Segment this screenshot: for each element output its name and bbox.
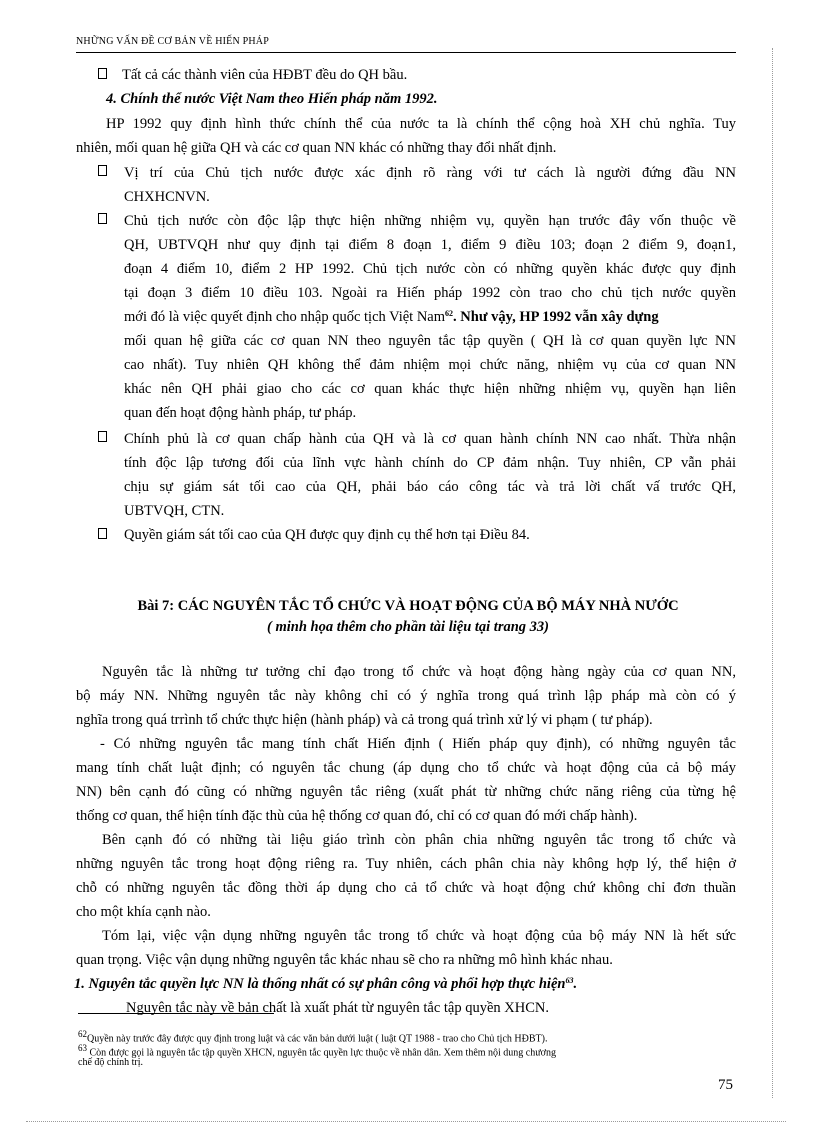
running-header: NHỮNG VẤN ĐỀ CƠ BẢN VỀ HIẾN PHÁP [76,36,269,47]
page-number: 75 [718,1077,733,1093]
footnote-ref: 62 [445,309,454,318]
bullet-text: Chủ tịch nước còn độc lập thực hiện những nhiệm vụ, quyền hạn trước đây vốn thuộc về [124,213,736,229]
paragraph-line: nghĩa trong quá trrình tổ chức thực hiện (hành pháp) và cả trong quá trình xử lý vi phạm ( tư pháp). [76,712,653,728]
page-edge-bottom [26,1121,786,1122]
paragraph-line: chỗ có những nguyên tắc đồng thời áp dụng cho cả tổ chức và hoạt động chứ không chỉ đơn thuần [76,880,736,896]
lesson-title: Bài 7: CÁC NGUYÊN TẮC TỔ CHỨC VÀ HOẠT ĐỘNG CỦA BỘ MÁY NHÀ NƯỚC [137,598,679,614]
bullet-text: Vị trí của Chủ tịch nước được xác định rõ ràng với tư cách là người đứng đầu NN [124,165,736,181]
bullet-text: chịu sự giám sát tối cao của QH, phải báo cáo công tác và trả lời chất vấ trước QH, [124,479,736,495]
bullet-text: Chính phủ là cơ quan chấp hành của QH và là cơ quan hành chính NN cao nhất. Thừa nhận [124,431,736,447]
page-edge-right [772,48,773,1098]
bullet-box-icon [98,528,107,539]
paragraph-line: Nguyên tắc này về bản chất là xuất phát từ nguyên tắc tập quyền XHCN. [126,1000,549,1016]
footnote-continuation: chế độ chính trị. [78,1057,143,1068]
lesson-subtitle: ( minh họa thêm cho phần tài liệu tại trang 33) [267,619,549,635]
footnote-separator [78,1013,274,1014]
paragraph-line: Nguyên tắc là những tư tưởng chỉ đạo trong tổ chức và hoạt động hàng ngày của cơ quan NN, [102,664,736,680]
bullet-text: Quyền giám sát tối cao của QH được quy định cụ thể hơn tại Điều 84. [124,527,530,543]
paragraph-line: những nguyên tắc trong hoạt động riêng ra. Tuy nhiên, cách phân chia này không hợp lý, thể hiện ở [76,856,736,872]
paragraph-line: bộ máy NN. Những nguyên tắc này không chỉ có ý nghĩa trong quá trình lập pháp mà còn có ý [76,688,736,704]
bullet-text: CHXHCNVN. [124,189,210,205]
subsection-heading: 1. Nguyên tắc quyền lực NN là thống nhất có sự phân công và phối hợp thực hiện$^{63}$. [74,976,578,992]
bullet-text: QH, UBTVQH như quy định tại điểm 8 đoạn 1, điểm 9 điều 103; đoạn 2 điểm 9, đoạn1, [124,237,736,253]
paragraph-line: Tóm lại, việc vận dụng những nguyên tắc trong tổ chức và hoạt động của bộ máy NN là hết sức [102,928,736,944]
bullet-box-icon [98,213,107,224]
paragraph-line: Bên cạnh đó có những tài liệu giáo trình còn phân chia những nguyên tắc trong tổ chức và [102,832,736,848]
paragraph-line: mang tính chất luật định; có nguyên tắc chung (áp dụng cho tổ chức và hoạt động của cả bộ máy [76,760,736,776]
bullet-text: quan đến hoạt động hành pháp, tư pháp. [124,405,357,421]
paragraph-line: nhiên, mối quan hệ giữa QH và các cơ quan NN khác có những thay đổi nhất định. [76,140,557,156]
footnote: $^{62}$Quyền này trước đây được quy định trong luật và các văn bản dưới luật ( luật QT 1988 - trao cho Chủ tịch HĐBT). [78,1029,548,1045]
paragraph-line: - Có những nguyên tắc mang tính chất Hiến định ( Hiến pháp quy định), có những nguyên tắc [100,736,736,752]
bullet-text: khác nên QH phải giao cho các cơ quan khác thực hiện những nhiệm vụ, quyền hạn liên [124,381,736,397]
bullet-text: tính độc lập tương đối của lĩnh vực hành chính do CP đảm nhận. Tuy nhiên, CP vẫn phải [124,455,736,471]
footnote: $^{63}$ Còn được gọi là nguyên tắc tập quyền XHCN, nguyên tắc quyền lực thuộc về nhân dân. Xem thêm nội dung chương [78,1043,556,1059]
bullet-text: UBTVQH, CTN. [124,503,225,519]
bullet-box-icon [98,165,107,176]
bullet-box-icon [98,431,107,442]
paragraph-line: HP 1992 quy định hình thức chính thể của nước ta là chính thể cộng hoà XH chủ nghĩa. Tuy [106,116,736,132]
bullet-text: Tất cả các thành viên của HĐBT đều do QH bầu. [122,67,408,83]
paragraph-line: thống cơ quan, thể hiện tính đặc thù của hệ thống cơ quan đó, chỉ có cơ quan đó mới chấp hành). [76,808,638,824]
bullet-box-icon [98,68,107,79]
section-heading: 4. Chính thể nước Việt Nam theo Hiến pháp năm 1992. [106,91,438,107]
footnote-ref: 63 [565,976,574,985]
header-rule [76,52,736,53]
paragraph-line: NN) bên cạnh đó cũng có những nguyên tắc riêng (xuất phát từ những chức năng riêng của từng hệ [76,784,736,800]
bullet-text: mới đó là việc quyết định cho nhập quốc tịch Việt Nam$^{62}$. Như vậy, HP 1992 vẫn xây dựng [124,309,659,325]
paragraph-line: quan trọng. Việc vận dụng những nguyên tắc khác nhau sẽ cho ra những mô hình khác nhau. [76,952,613,968]
bullet-text: tại đoạn 3 điểm 10 điều 103. Ngoài ra Hiến pháp 1992 còn trao cho chủ tịch nước quyền [124,285,736,301]
bullet-text: cao nhất). Tuy nhiên QH không thể đảm nhiệm mọi chức năng, nhiệm vụ của cơ quan NN [124,357,736,373]
paragraph-line: cho một khía cạnh nào. [76,904,211,920]
bullet-text: mối quan hệ giữa các cơ quan NN theo nguyên tắc tập quyền ( QH là cơ quan quyền lực NN [124,333,736,349]
bullet-text: đoạn 4 điểm 10, điểm 2 HP 1992. Chủ tịch nước còn có những quyền khác được quy định [124,261,736,277]
